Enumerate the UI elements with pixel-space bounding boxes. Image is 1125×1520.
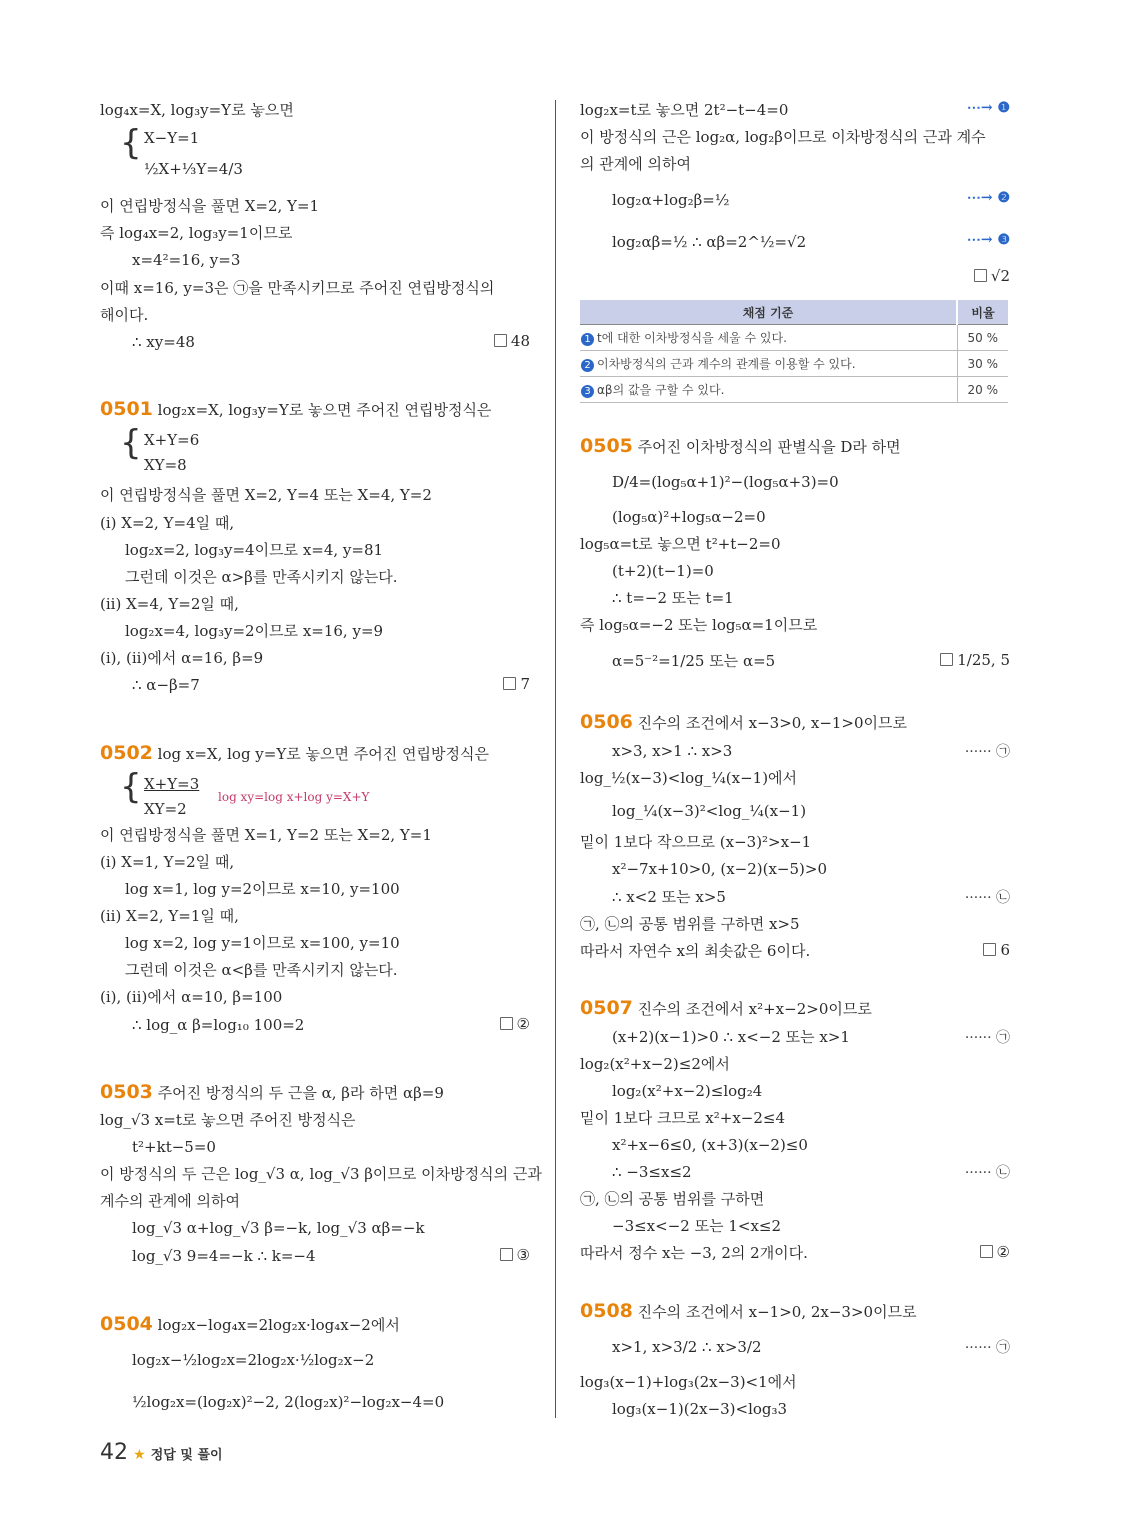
- text-line: ㉠, ㉡의 공통 범위를 구하면 x>5: [580, 915, 800, 933]
- text-line: 주어진 방정식의 두 근을 α, β라 하면 αβ=9: [157, 1084, 444, 1102]
- answer-icon: [494, 334, 507, 347]
- equation: ∴ t=−2 또는 t=1: [612, 589, 734, 607]
- text-line: (ii) X=2, Y=1일 때,: [100, 907, 239, 925]
- answer-icon: [940, 653, 953, 666]
- equation: log₃(x−1)(2x−3)<log₃3: [612, 1400, 788, 1418]
- equation: log₂α+log₂β=½: [612, 191, 730, 209]
- equation: −3≤x<−2 또는 1<x≤2: [612, 1217, 782, 1235]
- step-marker: ⋯→ ❶: [966, 100, 1010, 116]
- step-marker: ⋯→ ❸: [966, 232, 1010, 248]
- equation: x²+x−6≤0, (x+3)(x−2)≤0: [612, 1136, 808, 1154]
- equation: log₂αβ=½ ∴ αβ=2^½=√2: [612, 233, 807, 251]
- answer-icon: [980, 1245, 993, 1258]
- equation: XY=2: [144, 800, 187, 818]
- equation: XY=8: [144, 456, 187, 474]
- answer: [500, 1246, 530, 1264]
- criteria-cell: [580, 377, 957, 403]
- text-line: log₂x=4, log₃y=2이므로 x=16, y=9: [125, 622, 384, 640]
- answer: [983, 941, 1010, 959]
- header-criteria: 채점 기준: [580, 300, 957, 325]
- text-line: (i), (ii)에서 α=16, β=9: [100, 649, 264, 667]
- answer-value: ③: [516, 1246, 530, 1264]
- text-line: log x=1, log y=2이므로 x=10, y=100: [125, 880, 400, 898]
- text-line: ㉠, ㉡의 공통 범위를 구하면: [580, 1190, 765, 1208]
- text-line: 해이다.: [100, 306, 149, 324]
- text-line: 그런데 이것은 α<β를 만족시키지 않는다.: [125, 961, 398, 979]
- problem-0502: [100, 743, 489, 764]
- text-line: 따라서 자연수 x의 최솟값은 6이다.: [580, 942, 811, 960]
- equation: (x+2)(x−1)>0 ∴ x<−2 또는 x>1: [612, 1028, 850, 1046]
- page-number: 42: [100, 1440, 128, 1465]
- problem-0503: [100, 1082, 444, 1103]
- equation: (t+2)(t−1)=0: [612, 562, 714, 580]
- text-line: (i), (ii)에서 α=10, β=100: [100, 988, 283, 1006]
- equation: (log₅α)²+log₅α−2=0: [612, 508, 766, 526]
- grading-header: [580, 300, 1008, 325]
- answer-value: 7: [520, 675, 530, 693]
- text-line: 그런데 이것은 α>β를 만족시키지 않는다.: [125, 568, 398, 586]
- ratio-cell: 50 %: [957, 325, 1008, 351]
- text-line: 밑이 1보다 작으므로 (x−3)²>x−1: [580, 833, 812, 851]
- text-line: (i) X=2, Y=4일 때,: [100, 514, 235, 532]
- equation: log₂(x²+x−2)≤log₂4: [612, 1082, 763, 1100]
- text-line: log_½(x−3)<log_¼(x−1)에서: [580, 769, 798, 787]
- text-line: (i) X=1, Y=2일 때,: [100, 853, 235, 871]
- annotation-note: log xy=log x+log y=X+Y: [218, 790, 370, 804]
- problem-number: 0505: [580, 435, 633, 457]
- text-line: 주어진 이차방정식의 판별식을 D라 하면: [637, 438, 901, 456]
- text-line: log₂x=2, log₃y=4이므로 x=4, y=81: [125, 541, 384, 559]
- text-line: log₂(x²+x−2)≤2에서: [580, 1055, 730, 1073]
- text-line: 이 방정식의 두 근은 log_√3 α, log_√3 β이므로 이차방정식의 근과: [100, 1165, 542, 1183]
- equation: log_¼(x−3)²<log_¼(x−1): [612, 802, 807, 820]
- text-line: log₄x=X, log₃y=Y로 놓으면: [100, 101, 294, 119]
- text-line: log x=2, log y=1이므로 x=100, y=10: [125, 934, 400, 952]
- step-badge: 2: [581, 359, 594, 372]
- text-line: 이 방정식의 근은 log₂α, log₂β이므로 이차방정식의 근과 계수: [580, 128, 986, 146]
- answer-value: √2: [990, 267, 1010, 285]
- criteria-cell: [580, 351, 957, 377]
- text-line: 이 연립방정식을 풀면 X=2, Y=1: [100, 197, 320, 215]
- equation: ½log₂x=(log₂x)²−2, 2(log₂x)²−log₂x−4=0: [132, 1393, 445, 1411]
- answer-value: 48: [510, 332, 530, 350]
- text-line: 진수의 조건에서 x−3>0, x−1>0이므로: [637, 714, 908, 732]
- equation: α=5⁻²=1/25 또는 α=5: [612, 652, 776, 670]
- problem-number: 0502: [100, 742, 153, 764]
- system-brace: {: [120, 423, 142, 463]
- answer-value: ②: [516, 1015, 530, 1033]
- page-footer: [100, 1440, 223, 1465]
- answer: [980, 1243, 1010, 1261]
- answer-icon: [500, 1017, 513, 1030]
- problem-0504: [100, 1314, 400, 1335]
- step-marker: ⋯→ ❷: [966, 190, 1010, 206]
- text-line: 계수의 관계에 의하여: [100, 1192, 240, 1210]
- problem-0507: [580, 998, 872, 1019]
- ratio-cell: 20 %: [957, 377, 1008, 403]
- text-line: (ii) X=4, Y=2일 때,: [100, 595, 239, 613]
- criteria-text: αβ의 값을 구할 수 있다.: [597, 383, 725, 397]
- problem-0506: [580, 712, 907, 733]
- equation: ∴ −3≤x≤2: [612, 1163, 692, 1181]
- step-number: ❸: [997, 232, 1010, 248]
- condition-marker: ······ ㉠: [964, 1340, 1010, 1356]
- condition-marker: ······ ㉡: [964, 890, 1010, 906]
- table-row: [580, 325, 1008, 351]
- text-line: 진수의 조건에서 x−1>0, 2x−3>0이므로: [637, 1303, 917, 1321]
- table-row: [580, 377, 1008, 403]
- system-brace: {: [120, 767, 142, 807]
- table-row: [580, 351, 1008, 377]
- equation: ½X+⅓Y=4/3: [144, 160, 243, 178]
- text-line: 이 연립방정식을 풀면 X=2, Y=4 또는 X=4, Y=2: [100, 486, 432, 504]
- header-ratio: 비율: [957, 300, 1008, 325]
- answer: [503, 675, 530, 693]
- ratio-cell: 30 %: [957, 351, 1008, 377]
- answer-icon: [500, 1248, 513, 1261]
- problem-number: 0508: [580, 1300, 633, 1322]
- equation: x=4²=16, y=3: [132, 251, 241, 269]
- system-brace: {: [120, 123, 142, 163]
- criteria-text: 이차방정식의 근과 계수의 관계를 이용할 수 있다.: [597, 357, 856, 371]
- text-line: log₂x=X, log₃y=Y로 놓으면 주어진 연립방정식은: [157, 401, 492, 419]
- text-line: 진수의 조건에서 x²+x−2>0이므로: [637, 1000, 872, 1018]
- condition-marker: ······ ㉠: [964, 1030, 1010, 1046]
- step-number: ❶: [997, 100, 1010, 116]
- text-line: 따라서 정수 x는 −3, 2의 2개이다.: [580, 1244, 808, 1262]
- step-number: ❷: [997, 190, 1010, 206]
- answer-value: ②: [996, 1243, 1010, 1261]
- equation: D/4=(log₅α+1)²−(log₅α+3)=0: [612, 473, 839, 491]
- equation: log_√3 9=4=−k ∴ k=−4: [132, 1247, 316, 1265]
- step-badge: 1: [581, 333, 594, 346]
- text-line: 이 연립방정식을 풀면 X=1, Y=2 또는 X=2, Y=1: [100, 826, 432, 844]
- grading-table: [580, 300, 1008, 403]
- equation: X+Y=3: [144, 775, 200, 793]
- answer: [940, 651, 1010, 669]
- text-line: 이때 x=16, y=3은 ㉠을 만족시키므로 주어진 연립방정식의: [100, 279, 495, 297]
- answer-icon: [974, 269, 987, 282]
- text-line: log x=X, log y=Y로 놓으면 주어진 연립방정식은: [157, 745, 489, 763]
- text-line: 의 관계에 의하여: [580, 155, 691, 173]
- answer-value: 1/25, 5: [957, 651, 1010, 669]
- equation: ∴ xy=48: [132, 333, 195, 351]
- condition-marker: ······ ㉡: [964, 1165, 1010, 1181]
- text-line: 밑이 1보다 크므로 x²+x−2≤4: [580, 1109, 786, 1127]
- answer: [500, 1015, 530, 1033]
- equation: ∴ x<2 또는 x>5: [612, 888, 726, 906]
- criteria-cell: [580, 325, 957, 351]
- equation: x²−7x+10>0, (x−2)(x−5)>0: [612, 860, 828, 878]
- problem-number: 0504: [100, 1313, 153, 1335]
- answer-value: 6: [1000, 941, 1010, 959]
- equation: t²+kt−5=0: [132, 1138, 216, 1156]
- star-icon: ★: [133, 1447, 146, 1463]
- answer-icon: [983, 943, 996, 956]
- problem-0505: [580, 436, 901, 457]
- condition-marker: ······ ㉠: [964, 744, 1010, 760]
- answer-icon: [503, 677, 516, 690]
- problem-number: 0506: [580, 711, 633, 733]
- problem-number: 0507: [580, 997, 633, 1019]
- equation: log₂x−½log₂x=2log₂x·½log₂x−2: [132, 1351, 375, 1369]
- equation: ∴ log_α β=log₁₀ 100=2: [132, 1016, 305, 1034]
- footer-label: 정답 및 풀이: [150, 1448, 223, 1463]
- text-line: log₅α=t로 놓으면 t²+t−2=0: [580, 535, 781, 553]
- problem-number: 0503: [100, 1081, 153, 1103]
- text-line: 즉 log₅α=−2 또는 log₅α=1이므로: [580, 616, 818, 634]
- equation: x>3, x>1 ∴ x>3: [612, 742, 733, 760]
- problem-number: 0501: [100, 398, 153, 420]
- text-line: log_√3 x=t로 놓으면 주어진 방정식은: [100, 1111, 356, 1129]
- equation: ∴ α−β=7: [132, 676, 200, 694]
- step-badge: 3: [581, 385, 594, 398]
- column-divider: [555, 100, 556, 1418]
- problem-0508: [580, 1301, 917, 1322]
- equation: X−Y=1: [144, 129, 200, 147]
- answer: [974, 267, 1010, 285]
- answer: [494, 332, 530, 350]
- equation: x>1, x>3/2 ∴ x>3/2: [612, 1338, 762, 1356]
- equation: log_√3 α+log_√3 β=−k, log_√3 αβ=−k: [132, 1219, 425, 1237]
- text-line: 즉 log₄x=2, log₃y=1이므로: [100, 224, 293, 242]
- text-line: log₃(x−1)+log₃(2x−3)<1에서: [580, 1373, 797, 1391]
- text-line: log₂x=t로 놓으면 2t²−t−4=0: [580, 101, 789, 119]
- text-line: log₂x−log₄x=2log₂x·log₄x−2에서: [157, 1316, 400, 1334]
- criteria-text: t에 대한 이차방정식을 세울 수 있다.: [597, 331, 787, 345]
- problem-0501: [100, 399, 491, 420]
- equation: X+Y=6: [144, 431, 200, 449]
